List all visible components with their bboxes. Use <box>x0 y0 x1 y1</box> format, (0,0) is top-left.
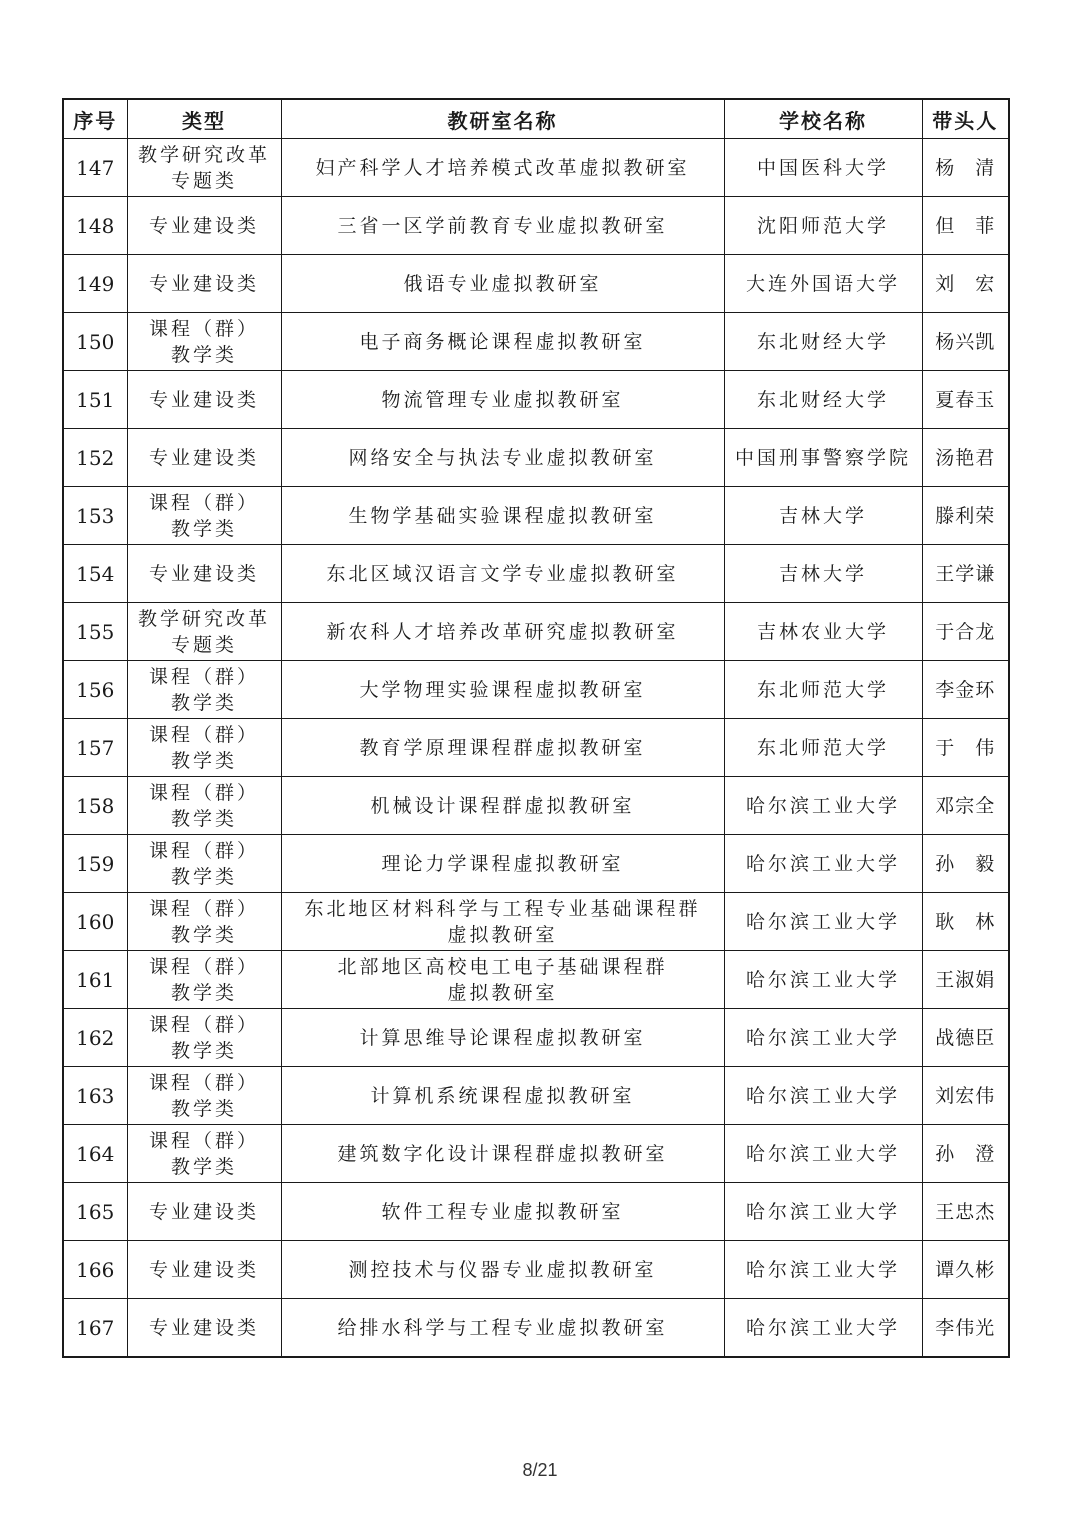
cell-type: 课程（群） 教学类 <box>127 777 281 835</box>
cell-leader: 滕利荣 <box>922 487 1009 545</box>
table-row <box>63 1009 1009 1067</box>
table-row <box>63 1183 1009 1241</box>
cell-office-name: 测控技术与仪器专业虚拟教研室 <box>281 1241 724 1299</box>
table-row <box>63 1125 1009 1183</box>
table-body <box>63 139 1009 1358</box>
cell-office-name: 计算思维导论课程虚拟教研室 <box>281 1009 724 1067</box>
table-row <box>63 139 1009 197</box>
cell-school-name: 东北师范大学 <box>724 661 922 719</box>
cell-serial-number: 150 <box>63 313 127 371</box>
cell-type: 课程（群） 教学类 <box>127 951 281 1009</box>
cell-type: 课程（群） 教学类 <box>127 1125 281 1183</box>
cell-type: 课程（群） 教学类 <box>127 313 281 371</box>
cell-type: 专业建设类 <box>127 197 281 255</box>
cell-serial-number: 153 <box>63 487 127 545</box>
header-leader: 带头人 <box>922 99 1009 139</box>
cell-office-name: 三省一区学前教育专业虚拟教研室 <box>281 197 724 255</box>
cell-serial-number: 157 <box>63 719 127 777</box>
cell-serial-number: 163 <box>63 1067 127 1125</box>
cell-leader: 战德臣 <box>922 1009 1009 1067</box>
cell-school-name: 哈尔滨工业大学 <box>724 1299 922 1358</box>
cell-leader: 杨 清 <box>922 139 1009 197</box>
cell-type: 专业建设类 <box>127 1299 281 1358</box>
table-row <box>63 371 1009 429</box>
cell-leader: 李伟光 <box>922 1299 1009 1358</box>
cell-type: 专业建设类 <box>127 1183 281 1241</box>
cell-leader: 李金环 <box>922 661 1009 719</box>
cell-leader: 汤艳君 <box>922 429 1009 487</box>
table-row <box>63 893 1009 951</box>
virtual-teaching-office-table <box>62 98 1010 1358</box>
cell-office-name: 东北区域汉语言文学专业虚拟教研室 <box>281 545 724 603</box>
cell-school-name: 哈尔滨工业大学 <box>724 1067 922 1125</box>
table-row <box>63 1299 1009 1358</box>
cell-serial-number: 154 <box>63 545 127 603</box>
table-row <box>63 313 1009 371</box>
cell-school-name: 哈尔滨工业大学 <box>724 835 922 893</box>
cell-type: 课程（群） 教学类 <box>127 835 281 893</box>
cell-school-name: 哈尔滨工业大学 <box>724 893 922 951</box>
cell-type: 专业建设类 <box>127 371 281 429</box>
cell-leader: 孙 毅 <box>922 835 1009 893</box>
table-row <box>63 951 1009 1009</box>
cell-type: 课程（群） 教学类 <box>127 1067 281 1125</box>
cell-office-name: 北部地区高校电工电子基础课程群 虚拟教研室 <box>281 951 724 1009</box>
cell-leader: 杨兴凯 <box>922 313 1009 371</box>
cell-type: 教学研究改革 专题类 <box>127 139 281 197</box>
table-row <box>63 429 1009 487</box>
cell-school-name: 东北财经大学 <box>724 371 922 429</box>
cell-school-name: 哈尔滨工业大学 <box>724 1241 922 1299</box>
cell-type: 课程（群） 教学类 <box>127 487 281 545</box>
cell-serial-number: 159 <box>63 835 127 893</box>
cell-office-name: 给排水科学与工程专业虚拟教研室 <box>281 1299 724 1358</box>
cell-school-name: 东北师范大学 <box>724 719 922 777</box>
cell-leader: 于 伟 <box>922 719 1009 777</box>
cell-leader: 但 菲 <box>922 197 1009 255</box>
cell-office-name: 俄语专业虚拟教研室 <box>281 255 724 313</box>
cell-leader: 邓宗全 <box>922 777 1009 835</box>
cell-school-name: 哈尔滨工业大学 <box>724 1183 922 1241</box>
cell-office-name: 建筑数字化设计课程群虚拟教研室 <box>281 1125 724 1183</box>
table-row <box>63 777 1009 835</box>
cell-serial-number: 165 <box>63 1183 127 1241</box>
header-serial-number: 序号 <box>63 99 127 139</box>
cell-school-name: 沈阳师范大学 <box>724 197 922 255</box>
header-office-name: 教研室名称 <box>281 99 724 139</box>
cell-school-name: 哈尔滨工业大学 <box>724 951 922 1009</box>
cell-leader: 耿 林 <box>922 893 1009 951</box>
cell-serial-number: 148 <box>63 197 127 255</box>
table-row <box>63 719 1009 777</box>
table-row <box>63 661 1009 719</box>
table-row <box>63 545 1009 603</box>
cell-type: 课程（群） 教学类 <box>127 719 281 777</box>
cell-leader: 王忠杰 <box>922 1183 1009 1241</box>
cell-serial-number: 155 <box>63 603 127 661</box>
cell-office-name: 教育学原理课程群虚拟教研室 <box>281 719 724 777</box>
header-type: 类型 <box>127 99 281 139</box>
table-row <box>63 1067 1009 1125</box>
cell-school-name: 吉林大学 <box>724 545 922 603</box>
cell-type: 课程（群） 教学类 <box>127 1009 281 1067</box>
table-row <box>63 487 1009 545</box>
cell-office-name: 机械设计课程群虚拟教研室 <box>281 777 724 835</box>
cell-school-name: 哈尔滨工业大学 <box>724 777 922 835</box>
cell-type: 课程（群） 教学类 <box>127 893 281 951</box>
cell-school-name: 中国刑事警察学院 <box>724 429 922 487</box>
cell-type: 课程（群） 教学类 <box>127 661 281 719</box>
cell-school-name: 吉林大学 <box>724 487 922 545</box>
cell-type: 专业建设类 <box>127 1241 281 1299</box>
table-row <box>63 1241 1009 1299</box>
cell-serial-number: 147 <box>63 139 127 197</box>
cell-school-name: 哈尔滨工业大学 <box>724 1009 922 1067</box>
cell-school-name: 中国医科大学 <box>724 139 922 197</box>
cell-leader: 孙 澄 <box>922 1125 1009 1183</box>
cell-office-name: 生物学基础实验课程虚拟教研室 <box>281 487 724 545</box>
cell-office-name: 电子商务概论课程虚拟教研室 <box>281 313 724 371</box>
cell-school-name: 东北财经大学 <box>724 313 922 371</box>
cell-type: 专业建设类 <box>127 429 281 487</box>
cell-serial-number: 161 <box>63 951 127 1009</box>
cell-leader: 刘宏伟 <box>922 1067 1009 1125</box>
cell-school-name: 哈尔滨工业大学 <box>724 1125 922 1183</box>
header-school-name: 学校名称 <box>724 99 922 139</box>
cell-office-name: 新农科人才培养改革研究虚拟教研室 <box>281 603 724 661</box>
cell-leader: 谭久彬 <box>922 1241 1009 1299</box>
cell-office-name: 物流管理专业虚拟教研室 <box>281 371 724 429</box>
cell-leader: 夏春玉 <box>922 371 1009 429</box>
cell-office-name: 网络安全与执法专业虚拟教研室 <box>281 429 724 487</box>
cell-serial-number: 149 <box>63 255 127 313</box>
cell-serial-number: 156 <box>63 661 127 719</box>
cell-school-name: 大连外国语大学 <box>724 255 922 313</box>
cell-serial-number: 152 <box>63 429 127 487</box>
table-row <box>63 197 1009 255</box>
cell-school-name: 吉林农业大学 <box>724 603 922 661</box>
cell-serial-number: 160 <box>63 893 127 951</box>
cell-leader: 王淑娟 <box>922 951 1009 1009</box>
cell-serial-number: 164 <box>63 1125 127 1183</box>
cell-serial-number: 167 <box>63 1299 127 1358</box>
cell-office-name: 妇产科学人才培养模式改革虚拟教研室 <box>281 139 724 197</box>
cell-office-name: 计算机系统课程虚拟教研室 <box>281 1067 724 1125</box>
page-number: 8/21 <box>522 1460 558 1480</box>
cell-leader: 刘 宏 <box>922 255 1009 313</box>
cell-serial-number: 151 <box>63 371 127 429</box>
table-row <box>63 255 1009 313</box>
cell-serial-number: 166 <box>63 1241 127 1299</box>
cell-leader: 王学谦 <box>922 545 1009 603</box>
cell-type: 教学研究改革 专题类 <box>127 603 281 661</box>
table-row <box>63 835 1009 893</box>
cell-serial-number: 158 <box>63 777 127 835</box>
table-header-row <box>63 99 1009 139</box>
table-row <box>63 603 1009 661</box>
cell-type: 专业建设类 <box>127 545 281 603</box>
cell-office-name: 东北地区材料科学与工程专业基础课程群 虚拟教研室 <box>281 893 724 951</box>
cell-serial-number: 162 <box>63 1009 127 1067</box>
cell-office-name: 软件工程专业虚拟教研室 <box>281 1183 724 1241</box>
cell-office-name: 大学物理实验课程虚拟教研室 <box>281 661 724 719</box>
cell-type: 专业建设类 <box>127 255 281 313</box>
cell-office-name: 理论力学课程虚拟教研室 <box>281 835 724 893</box>
cell-leader: 于合龙 <box>922 603 1009 661</box>
